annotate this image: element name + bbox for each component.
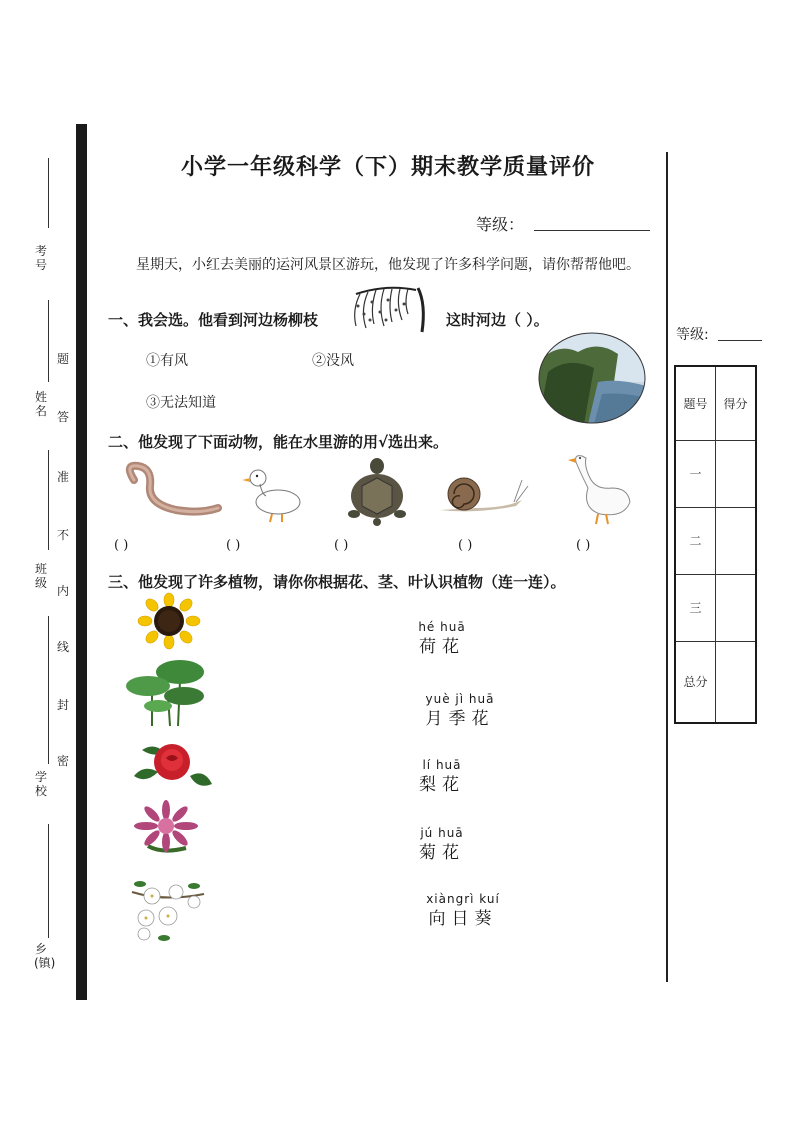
pear-blossom-icon[interactable] bbox=[124, 872, 210, 944]
seal-char: 不 bbox=[56, 528, 69, 542]
exam-no-label: 考号 bbox=[34, 244, 47, 272]
river-landscape-image bbox=[538, 332, 646, 424]
table-row bbox=[675, 641, 756, 723]
score-cell[interactable] bbox=[716, 641, 757, 723]
plant-name-lotus[interactable] bbox=[404, 620, 480, 657]
q2-blank-duck[interactable]: ( ) bbox=[226, 538, 241, 553]
pinyin: lí huā bbox=[422, 758, 462, 772]
q2-title: 二、他发现了下面动物，能在水里游的用√选出来。 bbox=[108, 433, 449, 451]
header-question-no: 题号 bbox=[675, 366, 716, 440]
plant-name-pear-blossom[interactable] bbox=[404, 758, 480, 795]
duck-icon bbox=[242, 464, 304, 526]
goose-icon bbox=[568, 448, 636, 528]
turtle-icon bbox=[346, 456, 408, 530]
header-score: 得分 bbox=[716, 366, 757, 440]
table-row bbox=[675, 507, 756, 574]
side-grade-blank[interactable] bbox=[718, 340, 762, 341]
school-label: 学校 bbox=[34, 770, 47, 798]
hanzi: 月季花 bbox=[425, 709, 495, 729]
seal-char: 线 bbox=[56, 640, 69, 654]
pinyin: hé huā bbox=[418, 620, 466, 634]
seal-char: 题 bbox=[56, 352, 69, 366]
name-label: 姓名 bbox=[34, 390, 47, 418]
town-label: 乡(镇) bbox=[34, 942, 56, 970]
grade-blank[interactable] bbox=[534, 230, 650, 231]
seal-char: 内 bbox=[56, 584, 69, 598]
school-blank bbox=[48, 616, 49, 764]
name-blank bbox=[48, 300, 49, 382]
seal-char: 答 bbox=[56, 410, 69, 424]
pinyin: xiàngrì kuí bbox=[426, 892, 500, 906]
q1-title-b: 这时河边（ ）。 bbox=[446, 311, 549, 329]
table-row bbox=[675, 440, 756, 507]
exam-no-blank bbox=[48, 158, 49, 228]
chrysanthemum-icon[interactable] bbox=[128, 802, 204, 858]
table-row bbox=[675, 574, 756, 641]
q3-title: 三、他发现了许多植物，请你你根据花、茎、叶认识植物（连一连）。 bbox=[108, 573, 566, 591]
lotus-leaf-icon[interactable] bbox=[124, 656, 212, 728]
q1-title-a: 一、我会选。他看到河边杨柳枝 bbox=[108, 311, 319, 329]
score-cell[interactable] bbox=[716, 507, 757, 574]
hanzi: 梨花 bbox=[419, 775, 465, 795]
pinyin: jú huā bbox=[420, 826, 464, 840]
page-title: 小学一年级科学（下）期末教学质量评价 bbox=[180, 155, 595, 180]
score-table bbox=[674, 365, 757, 724]
row-label: 二 bbox=[675, 507, 716, 574]
plant-name-sunflower[interactable] bbox=[410, 892, 516, 929]
rose-icon[interactable] bbox=[124, 736, 216, 796]
intro-paragraph: 星期天，小红去美丽的运河风景区游玩，他发现了许多科学问题，请你帮帮他吧。 bbox=[136, 257, 640, 273]
class-label: 班级 bbox=[34, 562, 47, 590]
q2-blank-snail[interactable]: ( ) bbox=[458, 538, 473, 553]
pinyin: yuè jì huā bbox=[425, 692, 495, 706]
willow-icon bbox=[346, 284, 432, 336]
q2-blank-goose[interactable]: ( ) bbox=[576, 538, 591, 553]
class-blank bbox=[48, 450, 49, 550]
page-divider-line bbox=[666, 152, 668, 982]
seal-char: 准 bbox=[56, 470, 69, 484]
row-label: 总分 bbox=[675, 641, 716, 723]
score-cell[interactable] bbox=[716, 574, 757, 641]
snail-icon bbox=[436, 470, 528, 518]
q1-option-3[interactable]: ③无法知道 bbox=[146, 395, 216, 411]
side-grade-label: 等级: bbox=[676, 327, 709, 343]
q2-blank-turtle[interactable]: ( ) bbox=[334, 538, 349, 553]
table-row bbox=[675, 366, 756, 440]
hanzi: 向日葵 bbox=[428, 909, 498, 929]
row-label: 一 bbox=[675, 440, 716, 507]
sunflower-icon[interactable] bbox=[138, 594, 200, 648]
seal-char: 封 bbox=[56, 698, 69, 712]
score-cell[interactable] bbox=[716, 440, 757, 507]
hanzi: 菊花 bbox=[419, 843, 465, 863]
hanzi: 荷花 bbox=[419, 637, 465, 657]
row-label: 三 bbox=[675, 574, 716, 641]
grade-label: 等级： bbox=[476, 215, 525, 234]
q2-blank-earthworm[interactable]: ( ) bbox=[114, 538, 129, 553]
plant-name-rose[interactable] bbox=[412, 692, 508, 729]
binding-thick-line bbox=[76, 124, 87, 1000]
earthworm-icon bbox=[120, 460, 224, 522]
plant-name-chrysanthemum[interactable] bbox=[404, 826, 480, 863]
seal-char: 密 bbox=[56, 754, 69, 768]
q1-option-2[interactable]: ②没风 bbox=[312, 353, 354, 369]
town-blank bbox=[48, 824, 49, 938]
q1-option-1[interactable]: ①有风 bbox=[146, 353, 188, 369]
